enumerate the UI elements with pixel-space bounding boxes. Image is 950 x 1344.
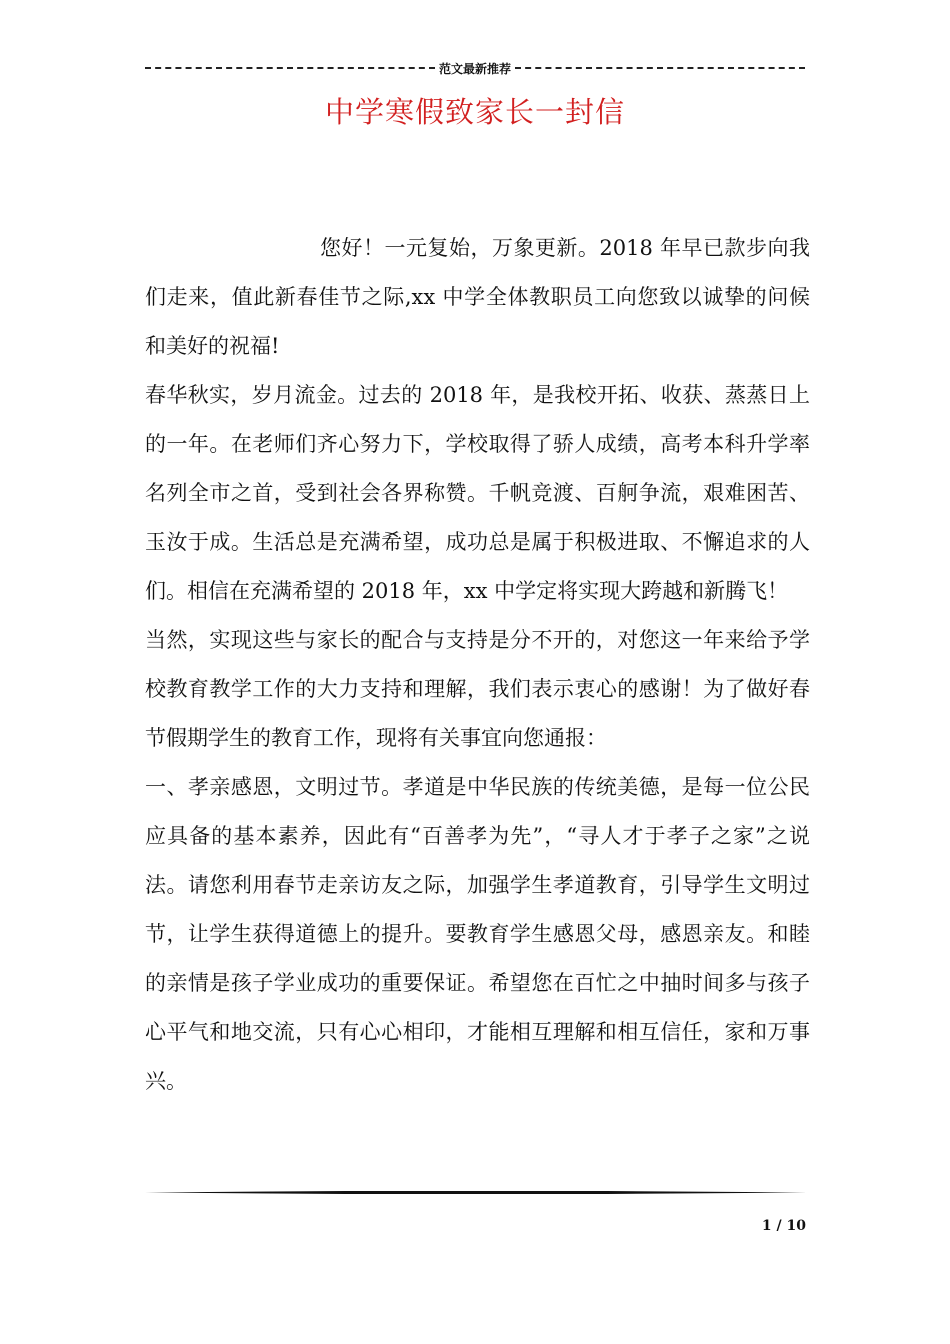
- paragraph-item-one: 一、孝亲感恩，文明过节。孝道是中华民族的传统美德，是每一位公民应具备的基本素养，因此有“百善孝为先”，“寻人才于孝子之家”之说法。请您利用春节走亲访友之际，加强学生孝道教育，引导学生文明过节，让学生获得道德上的提升。要教育学生感恩父母，感恩亲友。和睦的亲情是孩子学业成功的重要保证。希望您在百忙之中抽时间多与孩子心平气和地交流，只有心心相印，才能相互理解和相互信任，家和万事兴。: [145, 775, 810, 1093]
- header-dash-right: [515, 67, 805, 69]
- paragraph-review: 春华秋实，岁月流金。过去的 2018 年，是我校开拓、收获、蒸蒸日上的一年。在老师们齐心努力下，学校取得了骄人成绩，高考本科升学率名列全市之首，受到社会各界称赞。千帆竞渡、百舸争流，艰难困苦、玉汝于成。生活总是充满希望，成功总是属于积极进取、不懈追求的人们。相信在充满希望的 2018 年，xx 中学定将实现大跨越和新腾飞！: [145, 383, 810, 603]
- header-label: 范文最新推荐: [439, 61, 512, 76]
- document-title: 中学寒假致家长一封信: [324, 95, 625, 129]
- paragraph-greeting: 您好！一元复始，万象更新。2018 年早已款步向我们走来，值此新春佳节之际,xx 中学全体教职员工向您致以诚挚的问候和美好的祝福!: [145, 236, 810, 358]
- header-banner: [145, 58, 805, 78]
- page-number: 1 / 10: [761, 1218, 806, 1234]
- paragraph-thanks: 当然，实现这些与家长的配合与支持是分不开的，对您这一年来给予学校教育教学工作的大力支持和理解，我们表示衷心的感谢！为了做好春节假期学生的教育工作，现将有关事宜向您通报：: [145, 628, 810, 750]
- header-dash-left: [145, 67, 435, 69]
- footer-divider: [145, 1190, 807, 1195]
- letter-body: [145, 224, 810, 1106]
